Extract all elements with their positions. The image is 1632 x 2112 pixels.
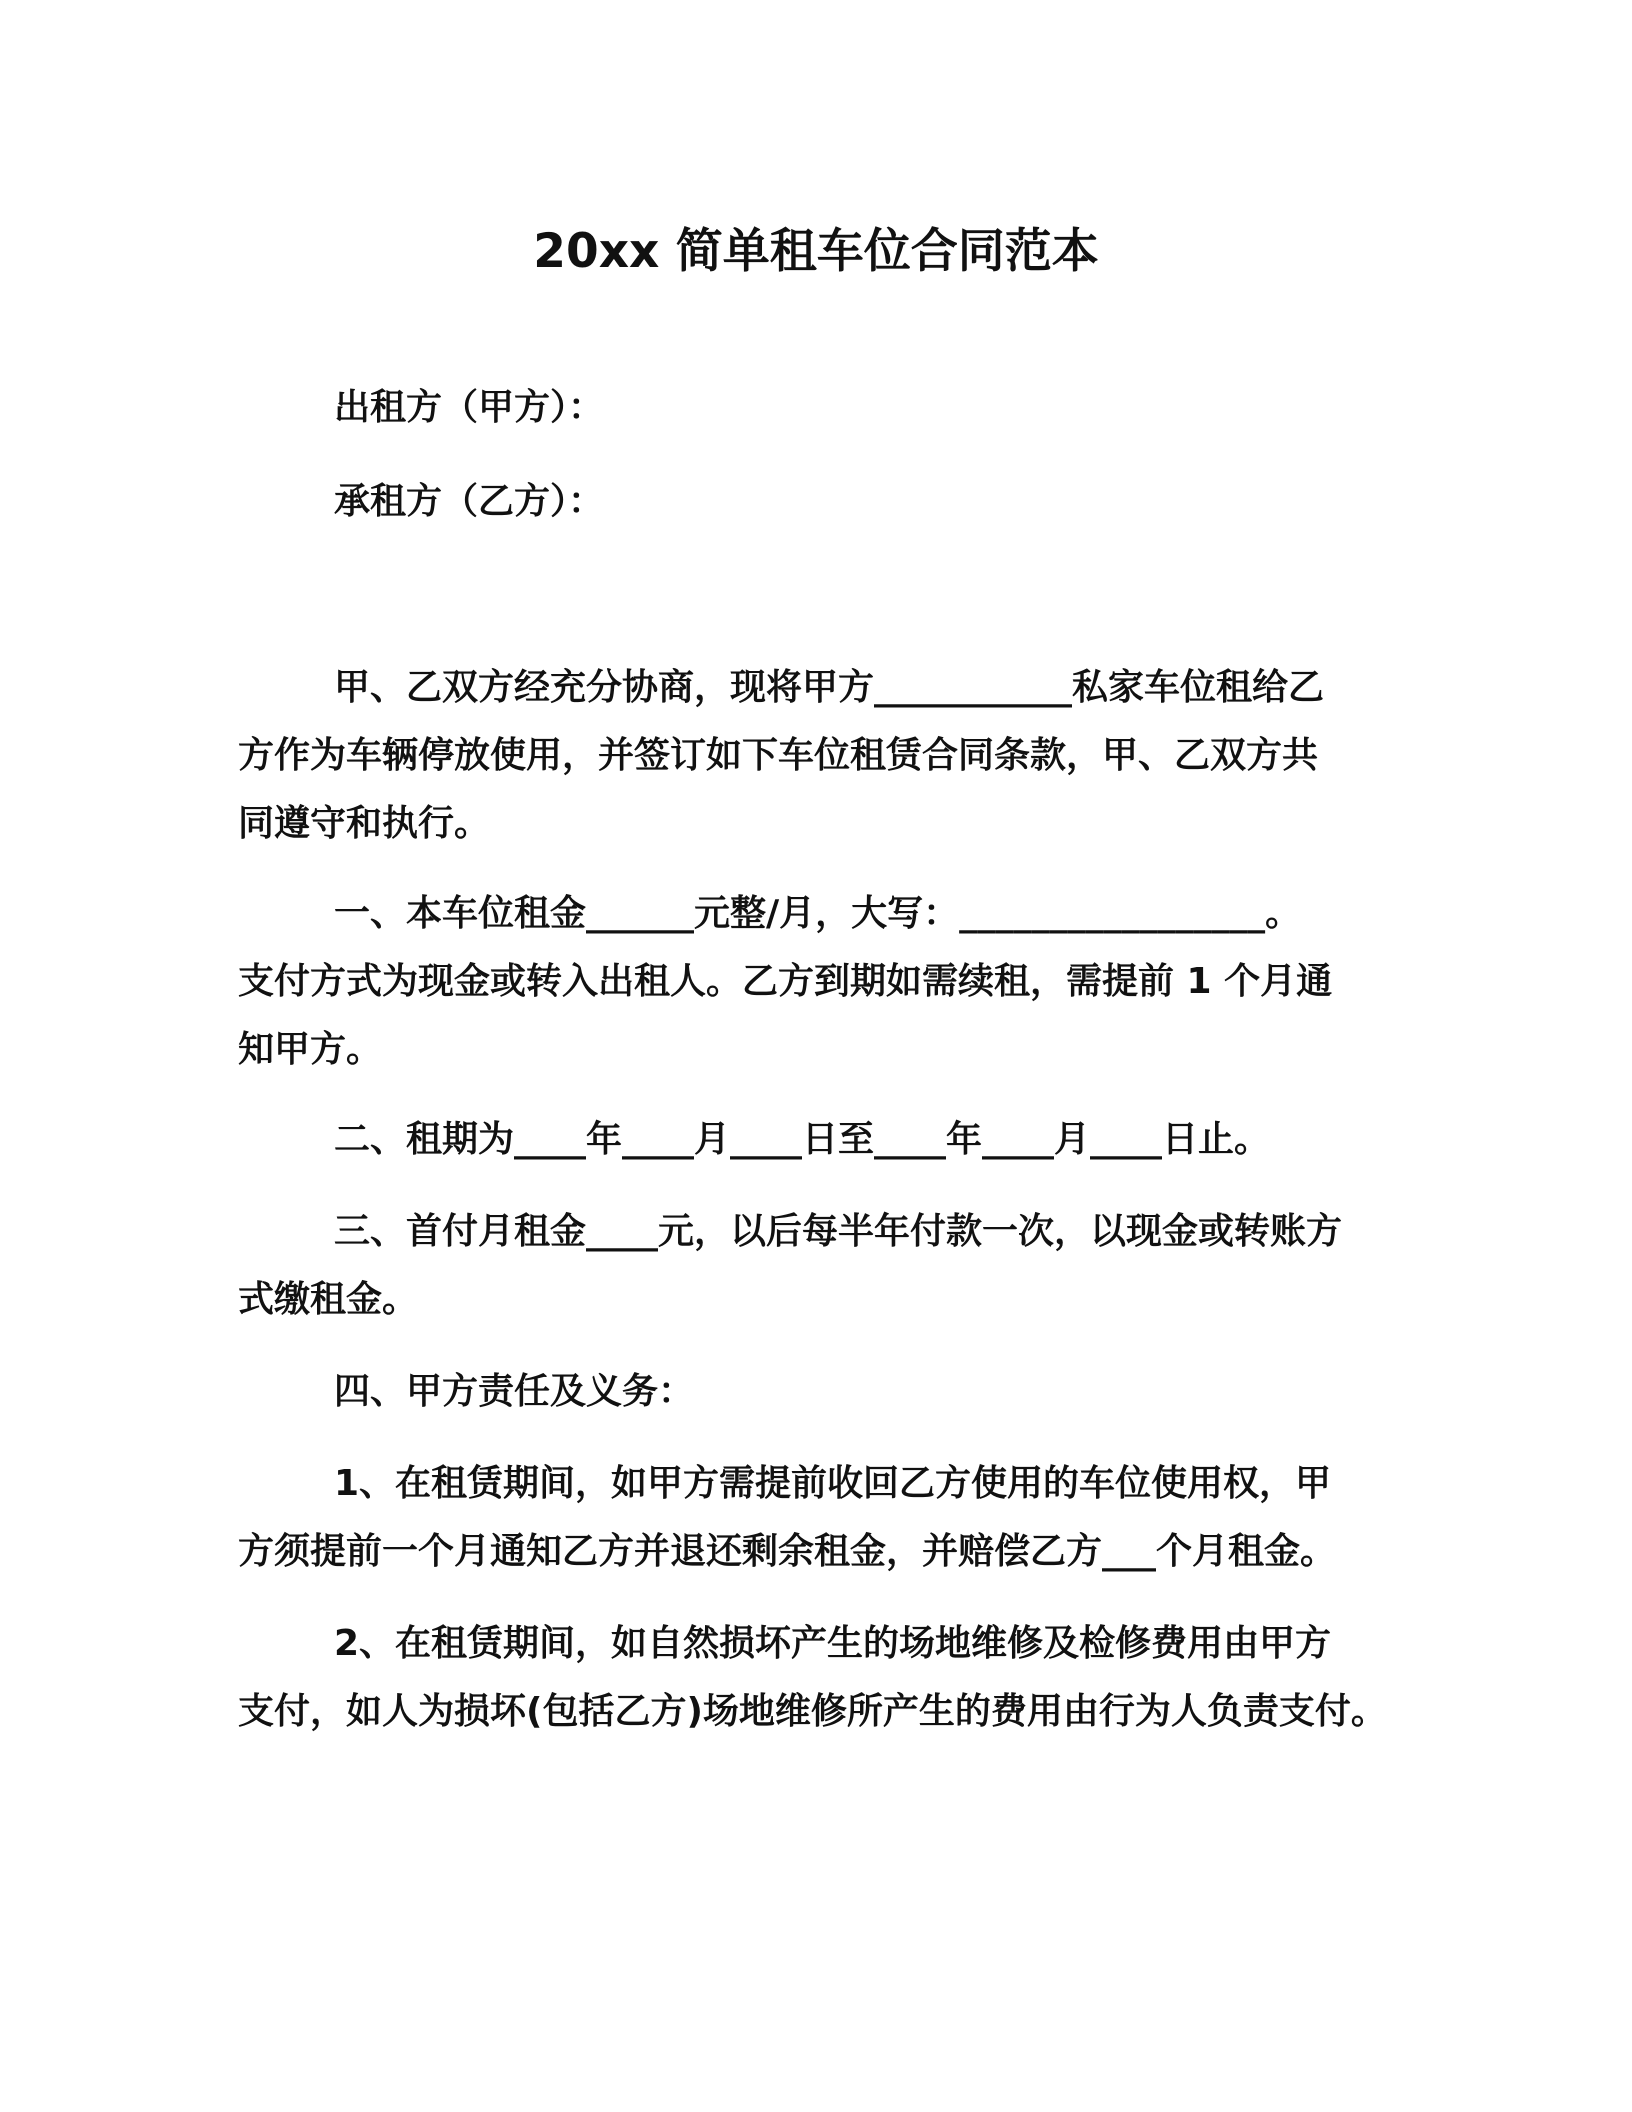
paragraph-line: 2、在租赁期间，如自然损坏产生的场地维修及检修费用由甲方 (334, 1623, 1332, 1664)
paragraph-line: 四、甲方责任及义务： (334, 1371, 695, 1412)
paragraph-line: 二、租期为____年____月____日至____年____月____日止。 (334, 1119, 1271, 1160)
paragraph-line: 支付方式为现金或转入出租人。乙方到期如需续租，需提前 1 个月通 (238, 961, 1333, 1002)
paragraph-line: 同遵守和执行。 (238, 803, 491, 844)
paragraph-line: 知甲方。 (238, 1029, 383, 1070)
paragraph-line: 一、本车位租金______元整/月，大写：_________________。 (334, 893, 1302, 934)
paragraph-clause-1 (238, 880, 1398, 1084)
paragraph-line: 甲、乙双方经充分协商，现将甲方___________私家车位租给乙 (334, 667, 1325, 708)
lessor-label: 出租方（甲方）： (334, 387, 605, 428)
document-title: 20xx 简单租车位合同范本 (533, 224, 1099, 279)
paragraph-clause-4-heading (238, 1358, 1398, 1426)
paragraph-intro (238, 654, 1398, 858)
paragraph-clause-4-item-1 (238, 1450, 1398, 1586)
paragraph-line: 三、首付月租金____元，以后每半年付款一次，以现金或转账方 (334, 1211, 1343, 1252)
paragraph-line: 1、在租赁期间，如甲方需提前收回乙方使用的车位使用权，甲 (334, 1463, 1332, 1504)
paragraph-line: 方作为车辆停放使用，并签订如下车位租赁合同条款，甲、乙双方共 (238, 735, 1319, 776)
paragraph-line: 式缴租金。 (238, 1279, 419, 1320)
paragraph-clause-2 (238, 1106, 1398, 1174)
lessee-label: 承租方（乙方）： (334, 481, 605, 522)
paragraph-line: 支付，如人为损坏(包括乙方)场地维修所产生的费用由行为人负责支付。 (238, 1691, 1387, 1732)
paragraph-clause-4-item-2 (238, 1610, 1398, 1746)
paragraph-clause-3 (238, 1198, 1398, 1334)
paragraph-line: 方须提前一个月通知乙方并退还剩余租金，并赔偿乙方___个月租金。 (238, 1531, 1337, 1572)
